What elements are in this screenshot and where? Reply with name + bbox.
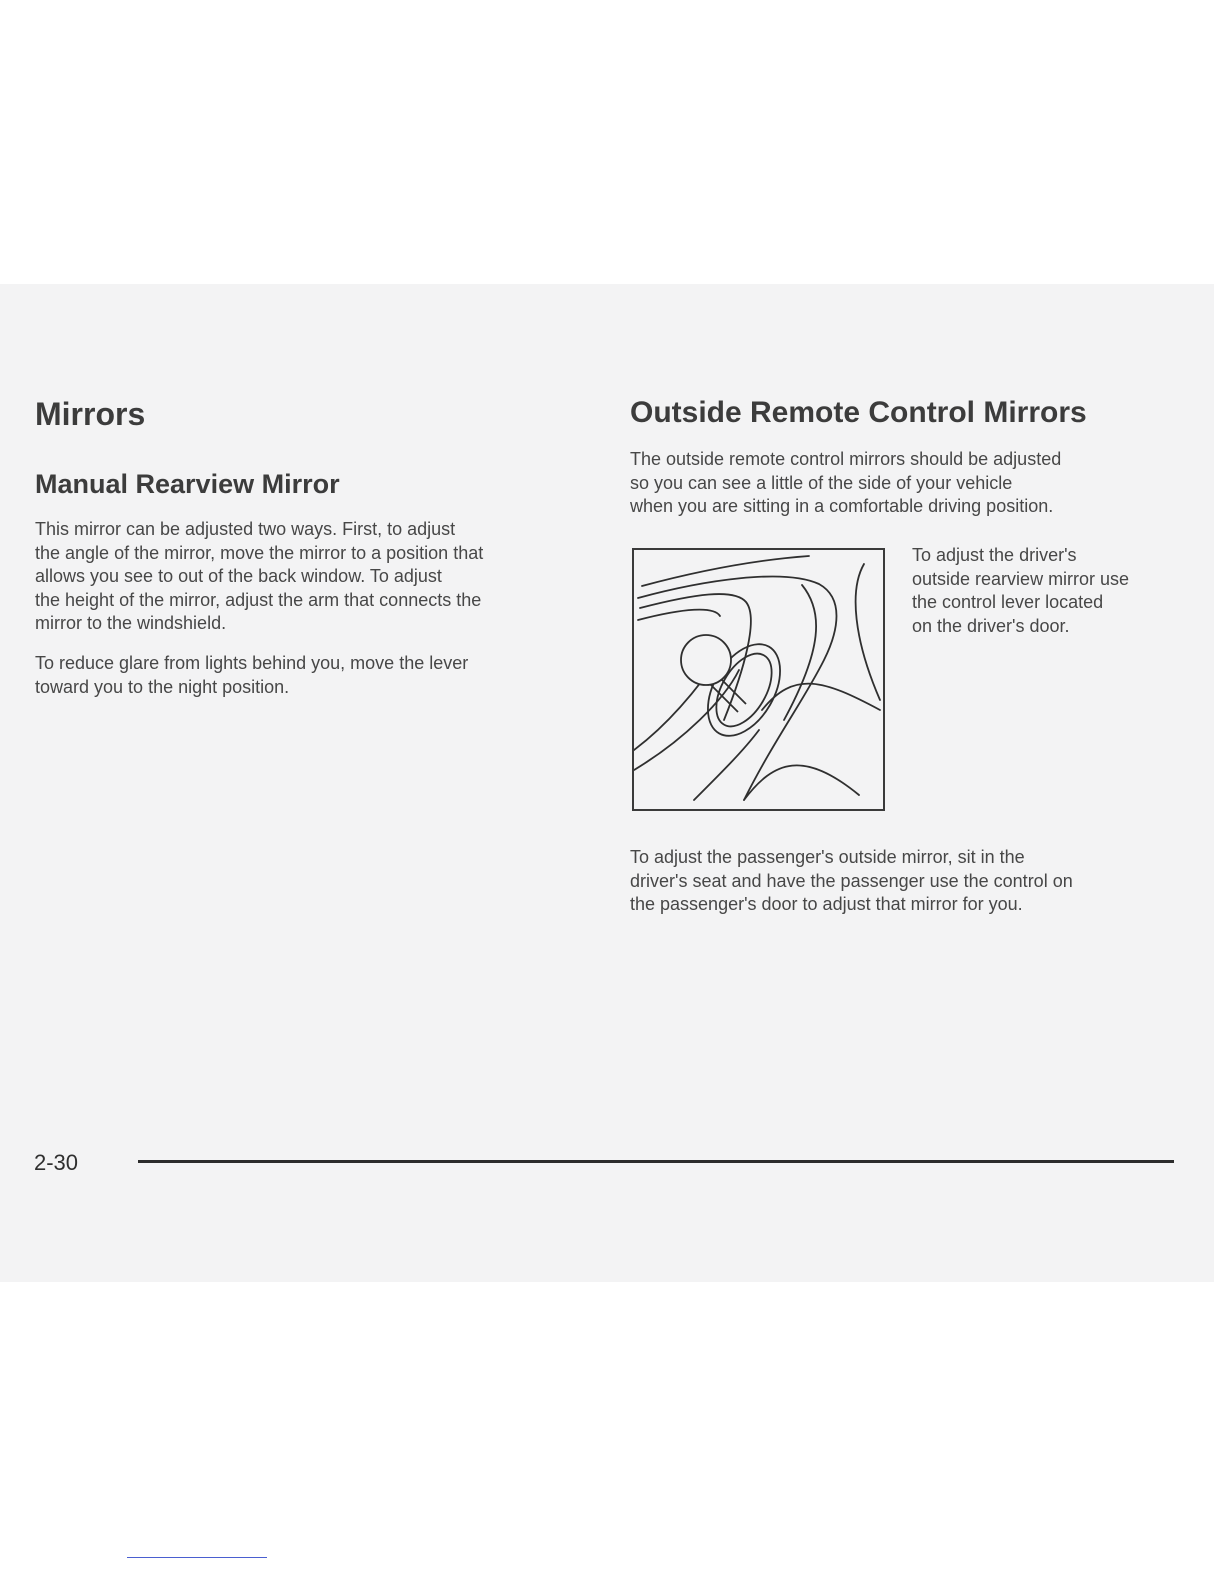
text-line: To adjust the driver's bbox=[912, 545, 1077, 565]
text-line: outside rearview mirror use bbox=[912, 568, 1130, 589]
bottom-divider bbox=[127, 1557, 267, 1558]
section-title-mirrors: Mirrors bbox=[35, 396, 146, 432]
text-line: when you are sitting in a comfortable driving position. bbox=[630, 496, 1054, 516]
manual-mirror-paragraph-1 bbox=[35, 518, 483, 636]
manual-mirror-paragraph-2 bbox=[35, 652, 468, 699]
passenger-mirror-paragraph bbox=[630, 846, 1073, 917]
mirror-control-lever-icon bbox=[634, 550, 883, 809]
text-line: The outside remote control mirrors should be adjusted bbox=[630, 449, 1062, 469]
text-line: This mirror can be adjusted two ways. First, to adjust bbox=[35, 519, 456, 539]
text-line: driver's seat and have the passenger use the control on bbox=[630, 870, 1073, 891]
text-line: mirror to the windshield. bbox=[35, 613, 227, 633]
driver-mirror-caption bbox=[912, 544, 1129, 638]
text-line: on the driver's door. bbox=[912, 615, 1070, 636]
section-title-outside-remote-control-mirrors: Outside Remote Control Mirrors bbox=[630, 396, 1087, 429]
text-line: the angle of the mirror, move the mirror to a position that bbox=[35, 542, 484, 563]
text-line: toward you to the night position. bbox=[35, 676, 290, 697]
subsection-title-manual-rearview-mirror: Manual Rearview Mirror bbox=[35, 469, 340, 499]
text-line: To adjust the passenger's outside mirror, sit in the bbox=[630, 847, 1025, 867]
page-number: 2-30 bbox=[34, 1150, 79, 1175]
text-line: the passenger's door to adjust that mirror for you. bbox=[630, 894, 1023, 914]
text-line: the control lever located bbox=[912, 592, 1104, 612]
outside-mirrors-intro bbox=[630, 448, 1061, 519]
text-line: To reduce glare from lights behind you, move the lever bbox=[35, 653, 469, 673]
text-line: so you can see a little of the side of your vehicle bbox=[630, 472, 1013, 493]
text-line: allows you see to out of the back window. To adjust bbox=[35, 566, 442, 586]
mirror-control-lever-illustration bbox=[632, 548, 885, 811]
footer-rule bbox=[138, 1160, 1174, 1163]
text-line: the height of the mirror, adjust the arm that connects the bbox=[35, 589, 482, 610]
manual-page bbox=[0, 284, 1214, 1282]
